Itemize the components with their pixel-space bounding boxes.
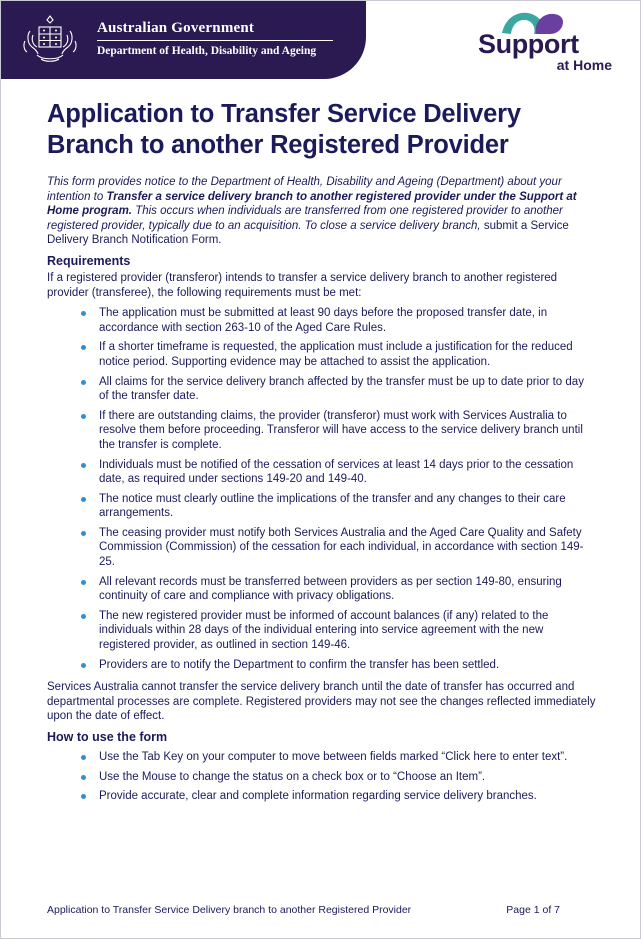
list-item: If there are outstanding claims, the provider (transferor) must work with Services Australia to resolve them before proceeding. Transferor will have access to the service delivery branch until the transfer is complete.	[81, 409, 596, 453]
support-at-home-logo	[478, 9, 618, 75]
list-item: The ceasing provider must notify both Services Australia and the Aged Care Quality and Safety Commission (Commission) of the cessation for each individual, in accordance with section 149-25.	[81, 526, 596, 570]
list-item: Individuals must be notified of the cessation of services at least 14 days prior to the cessation date, as required under sections 149-20 and 149-40.	[81, 458, 596, 487]
footer-page-number: Page 1 of 7	[506, 904, 560, 916]
intro-text-3: submit a Service Delivery Branch Notification Form.	[47, 219, 569, 247]
logo-word-support: Support	[478, 29, 579, 59]
requirements-heading: Requirements	[47, 253, 131, 268]
government-wordmark	[97, 19, 333, 58]
howto-list	[47, 750, 596, 804]
list-item: Use the Mouse to change the status on a check box or to “Choose an Item”.	[81, 770, 596, 785]
list-item: If a shorter timeframe is requested, the application must include a justification for the reduced notice period. Supporting evidence may be attached to assist the application.	[81, 340, 596, 369]
closing-paragraph: Services Australia cannot transfer the service delivery branch until the date of transfer has occurred and departmental processes are complete. Registered providers may not see the changes reflected immediately upon the date of effect.	[47, 681, 596, 723]
intro-paragraph	[47, 175, 596, 248]
list-item: The notice must clearly outline the implications of the transfer and any changes to their care arrangements.	[81, 492, 596, 521]
list-item: Use the Tab Key on your computer to move between fields marked “Click here to enter text”.	[81, 750, 596, 765]
list-item: The new registered provider must be informed of account balances (if any) related to the individuals within 28 days of the individual entering into service agreement with the new registered provider, as outlined in section 149-46.	[81, 609, 596, 653]
requirements-intro: If a registered provider (transferor) intends to transfer a service delivery branch to another registered provider (transferee), the following requirements must be met:	[47, 271, 558, 299]
wordmark-divider	[97, 40, 333, 41]
department-name: Department of Health, Disability and Ageing	[97, 45, 317, 57]
government-title: Australian Government	[97, 20, 255, 36]
logo-word-at-home: at Home	[556, 57, 612, 73]
howto-heading: How to use the form	[47, 730, 168, 744]
intro-text-2: This occurs when individuals are transferred from one registered provider to another registered provider, typically due to an acquisition. To close a service delivery branch,	[47, 205, 563, 232]
document-body	[1, 79, 640, 804]
page-footer	[1, 904, 640, 916]
list-item: All claims for the service delivery branch affected by the transfer must be up to date prior to day of the transfer date.	[81, 375, 596, 404]
page-title: Application to Transfer Service Delivery Branch to another Registered Provider	[47, 100, 521, 159]
list-item: Providers are to notify the Department to confirm the transfer has been settled.	[81, 658, 596, 673]
list-item: The application must be submitted at least 90 days before the proposed transfer date, in accordance with section 263-10 of the Aged Care Rules.	[81, 306, 596, 335]
list-item: All relevant records must be transferred between providers as per section 149-80, ensuring continuity of care and compliance with privacy obligations.	[81, 575, 596, 604]
list-item: Provide accurate, clear and complete information regarding service delivery branches.	[81, 789, 596, 804]
page-header	[1, 1, 640, 79]
footer-document-name: Application to Transfer Service Delivery branch to another Registered Provider	[47, 904, 412, 916]
commonwealth-coat-of-arms-icon	[17, 11, 83, 69]
intro-text-1: This form provides notice to the Department of Health, Disability and Ageing (Department) about your intention to	[47, 176, 562, 203]
intro-text-bold: Transfer a service delivery branch to another registered provider under the Support at Home program.	[47, 190, 577, 218]
requirements-list	[47, 306, 596, 672]
